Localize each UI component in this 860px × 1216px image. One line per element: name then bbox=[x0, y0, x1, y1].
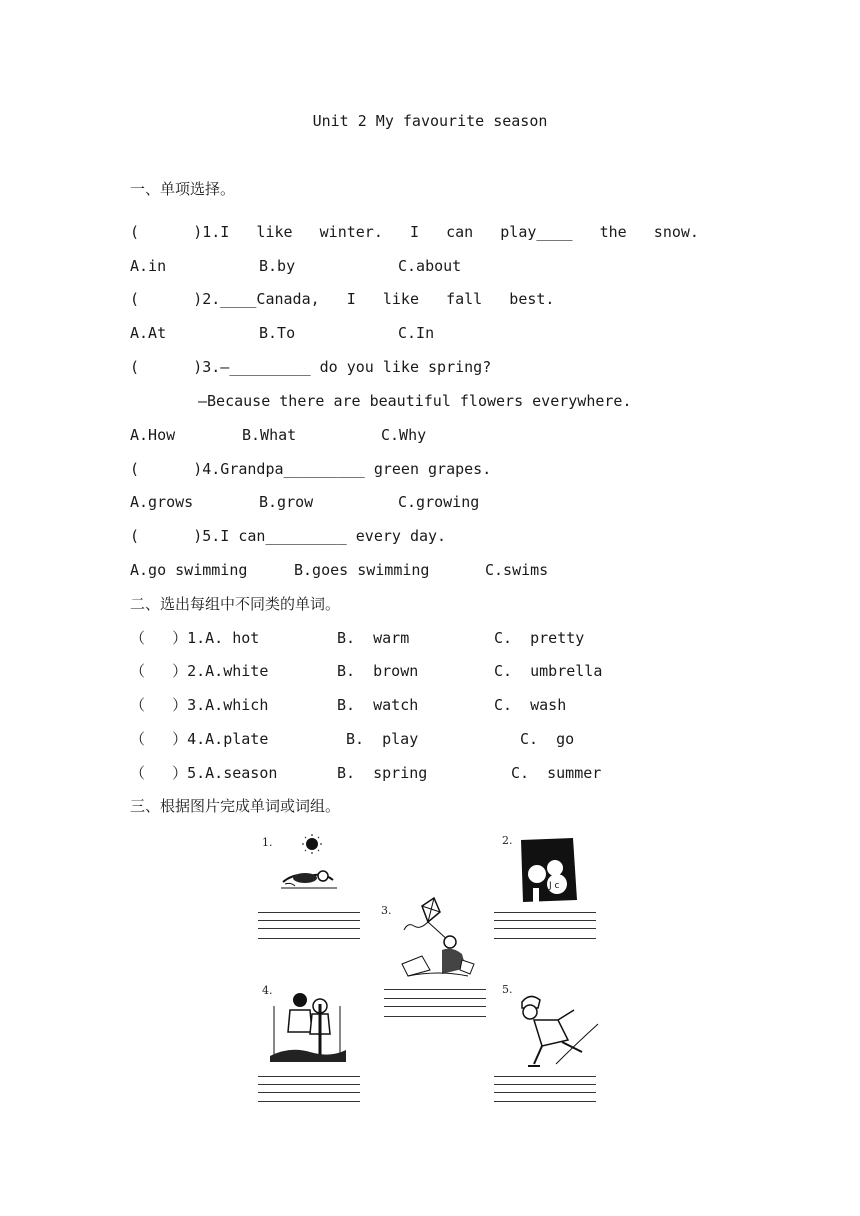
odd-one-out-row-5-c: C. summer bbox=[511, 764, 602, 782]
question-4-stem: ( )4.Grandpa_________ green grapes. bbox=[130, 460, 492, 478]
question-2-option-c: C.In bbox=[398, 324, 435, 342]
odd-one-out-row-4-label: （ ）4.A.plate bbox=[130, 730, 269, 748]
section-1-heading: 一、单项选择。 bbox=[130, 180, 236, 198]
question-4-option-b: B.grow bbox=[259, 493, 314, 511]
skating-illustration bbox=[512, 990, 602, 1070]
question-1-stem: ( )1.I like winter. I can play____ the snow. bbox=[130, 223, 699, 241]
svg-text:J c: J c bbox=[549, 881, 560, 891]
page-title: Unit 2 My favourite season bbox=[312, 112, 548, 130]
question-1-option-c: C.about bbox=[398, 257, 462, 275]
question-5-option-b: B.goes swimming bbox=[294, 561, 430, 579]
sunbathing-illustration bbox=[275, 832, 345, 900]
question-3-option-a: A.How bbox=[130, 426, 176, 444]
section-2-heading: 二、选出每组中不同类的单词。 bbox=[130, 595, 341, 613]
picture-3-number: 3. bbox=[381, 904, 392, 917]
question-1-option-a: A.in bbox=[130, 257, 167, 275]
snowman-night-illustration bbox=[515, 832, 581, 908]
planting-tree-illustration bbox=[268, 986, 348, 1066]
picture-2-number: 2. bbox=[502, 834, 513, 847]
question-2-option-b: B.To bbox=[259, 324, 296, 342]
odd-one-out-row-1-b: B. warm bbox=[337, 629, 410, 647]
question-3-stem: ( )3.—_________ do you like spring? bbox=[130, 358, 492, 376]
question-2-option-a: A.At bbox=[130, 324, 167, 342]
odd-one-out-row-3-b: B. watch bbox=[337, 696, 419, 714]
odd-one-out-row-2-label: （ ）2.A.white bbox=[130, 662, 269, 680]
question-3-option-c: C.Why bbox=[381, 426, 427, 444]
question-5-stem: ( )5.I can_________ every day. bbox=[130, 527, 447, 545]
question-4-option-c: C.growing bbox=[398, 493, 480, 511]
odd-one-out-row-1-c: C. pretty bbox=[494, 629, 585, 647]
odd-one-out-row-1-label: （ ）1.A. hot bbox=[130, 629, 260, 647]
odd-one-out-row-3-label: （ ）3.A.which bbox=[130, 696, 269, 714]
odd-one-out-row-2-c: C. umbrella bbox=[494, 662, 603, 680]
odd-one-out-row-2-b: B. brown bbox=[337, 662, 419, 680]
kite-flying-illustration bbox=[392, 894, 484, 984]
picture-5-number: 5. bbox=[502, 983, 513, 996]
odd-one-out-row-3-c: C. wash bbox=[494, 696, 567, 714]
question-5-option-a: A.go swimming bbox=[130, 561, 248, 579]
question-5-option-c: C.swims bbox=[485, 561, 549, 579]
question-3-stem-answer: —Because there are beautiful flowers everywhere. bbox=[198, 392, 632, 410]
odd-one-out-row-5-b: B. spring bbox=[337, 764, 428, 782]
question-4-option-a: A.grows bbox=[130, 493, 194, 511]
question-1-option-b: B.by bbox=[259, 257, 296, 275]
odd-one-out-row-4-b: B. play bbox=[346, 730, 419, 748]
odd-one-out-row-4-c: C. go bbox=[520, 730, 575, 748]
picture-1-number: 1. bbox=[262, 836, 273, 849]
section-3-heading: 三、根据图片完成单词或词组。 bbox=[130, 797, 341, 815]
odd-one-out-row-5-label: （ ）5.A.season bbox=[130, 764, 278, 782]
question-3-option-b: B.What bbox=[242, 426, 297, 444]
picture-4-number: 4. bbox=[262, 984, 273, 997]
question-2-stem: ( )2.____Canada, I like fall best. bbox=[130, 290, 555, 308]
